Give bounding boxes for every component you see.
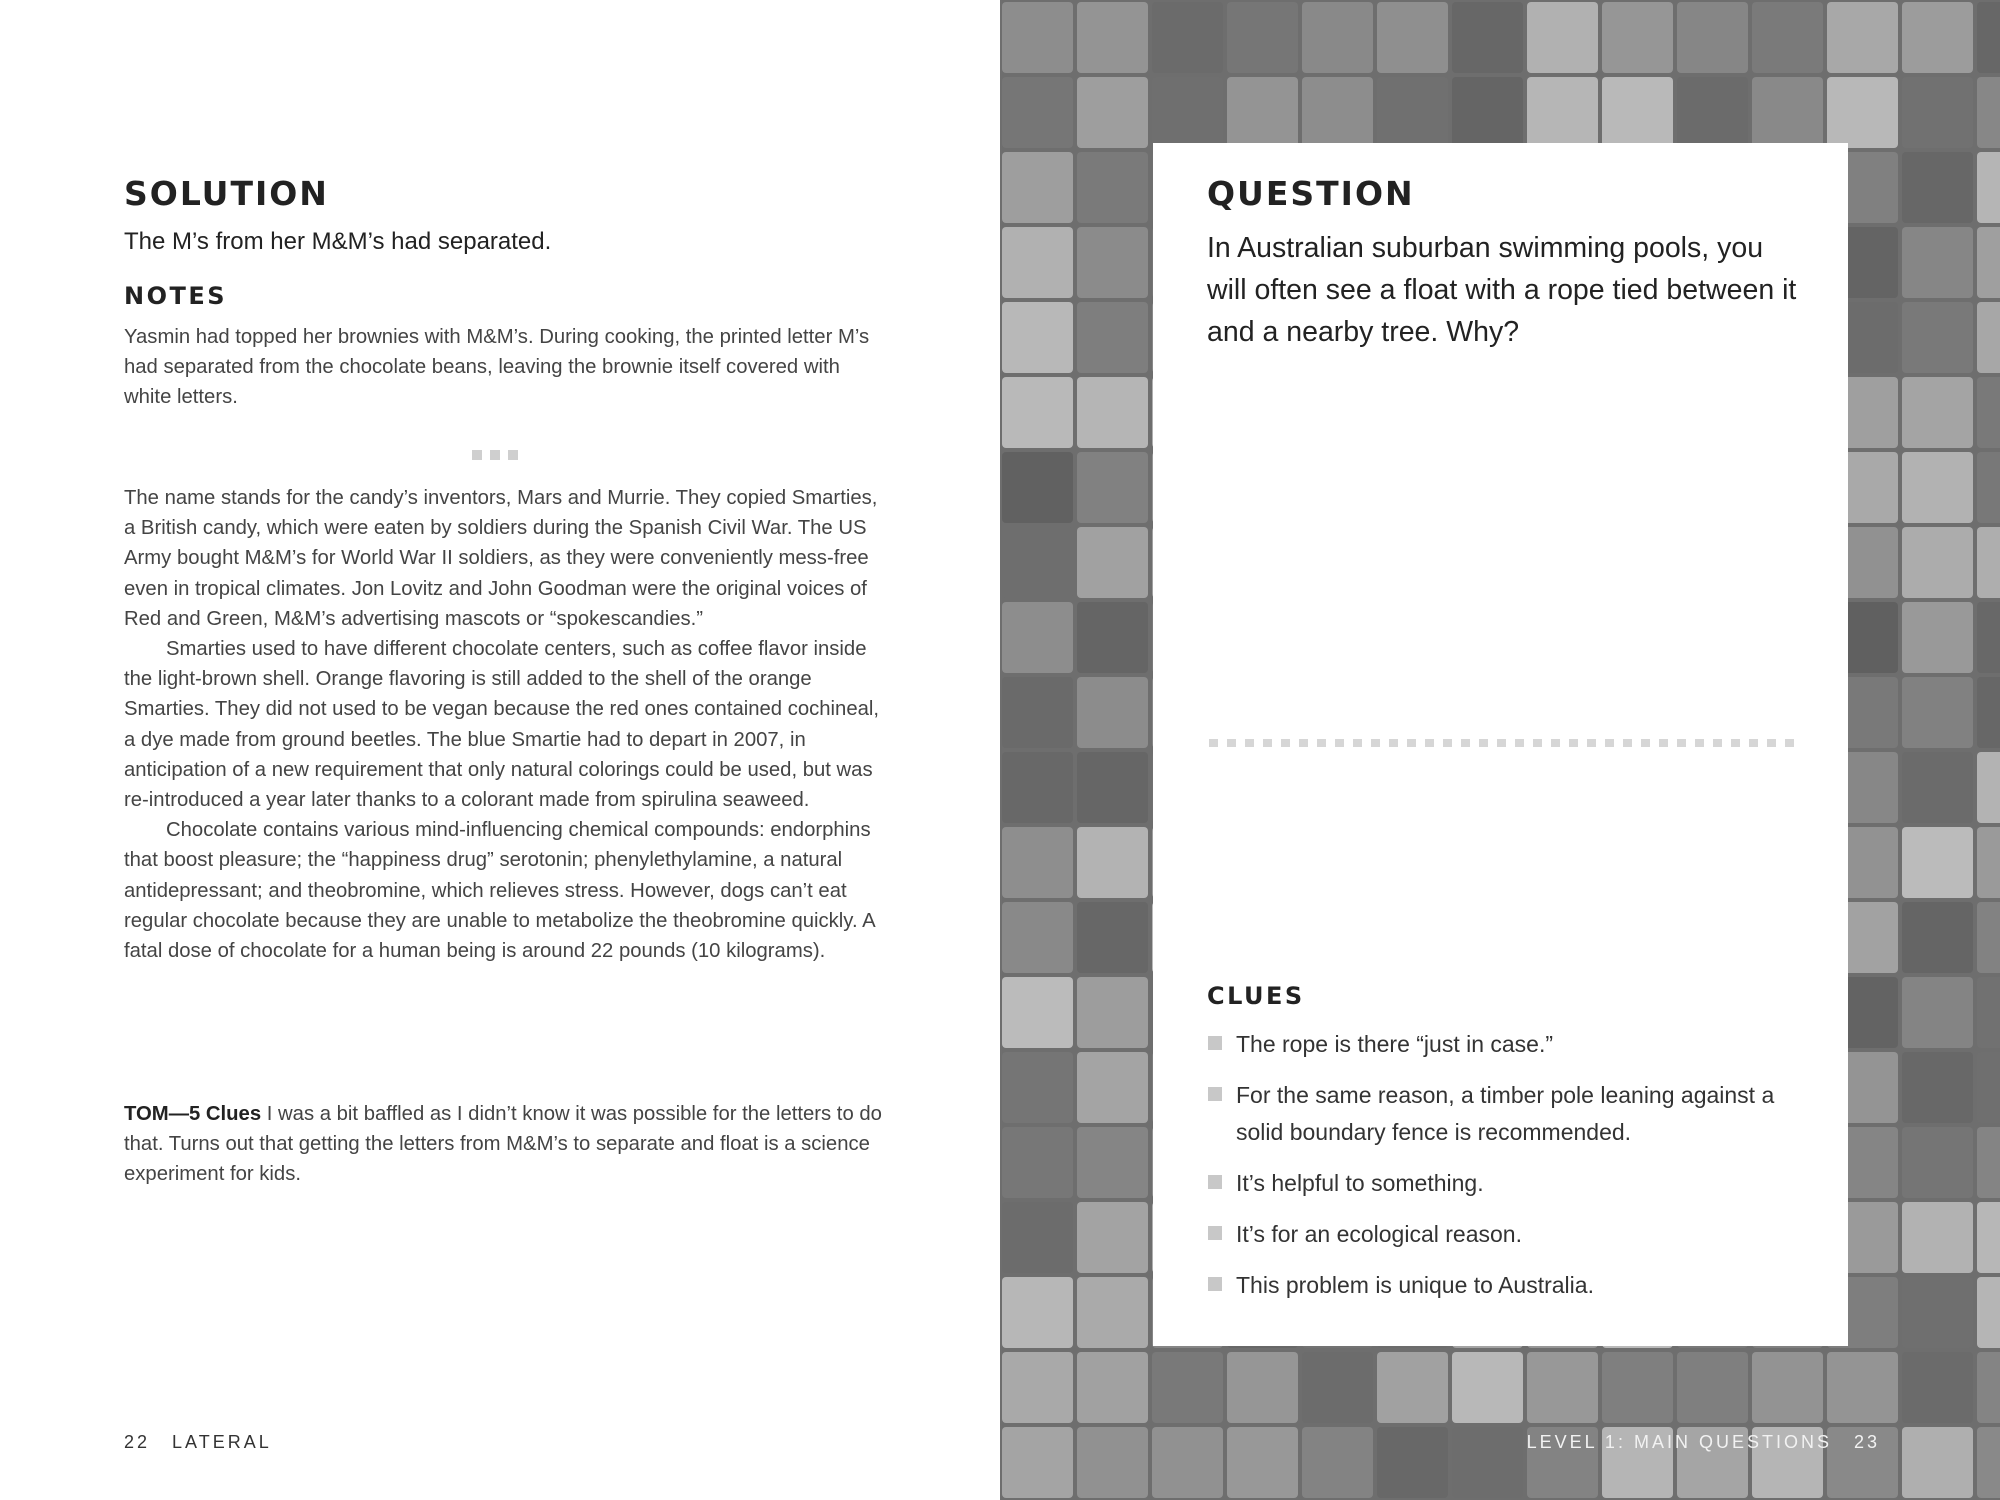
background-tile xyxy=(1077,2,1148,73)
solution-heading: SOLUTION xyxy=(124,174,329,213)
background-tile xyxy=(1977,377,2000,448)
background-tile xyxy=(1977,977,2000,1048)
clue-text: The rope is there “just in case.” xyxy=(1236,1031,1554,1057)
background-tile xyxy=(1377,1352,1448,1423)
notes-body xyxy=(124,483,884,966)
square-bullet-icon xyxy=(1208,1036,1222,1050)
background-tile xyxy=(1902,527,1973,598)
page-number: 22 xyxy=(124,1432,151,1452)
background-tile xyxy=(1452,1352,1523,1423)
clue-item xyxy=(1207,1165,1817,1202)
running-title: LEVEL 1: MAIN QUESTIONS xyxy=(1526,1432,1832,1452)
background-tile xyxy=(1002,827,1073,898)
background-tile xyxy=(1077,1427,1148,1498)
background-tile xyxy=(1002,377,1073,448)
background-tile xyxy=(1077,527,1148,598)
clue-item xyxy=(1207,1216,1817,1253)
clue-item xyxy=(1207,1267,1817,1304)
background-tile xyxy=(1077,227,1148,298)
clue-text: It’s helpful to something. xyxy=(1236,1170,1484,1196)
background-tile xyxy=(1077,377,1148,448)
background-tile xyxy=(1752,77,1823,148)
solution-text: The M’s from her M&M’s had separated. xyxy=(124,228,552,255)
right-footer xyxy=(1527,1432,1880,1453)
page-number: 23 xyxy=(1853,1432,1880,1452)
background-tile xyxy=(1077,902,1148,973)
background-tile xyxy=(1827,2,1898,73)
background-tile xyxy=(1377,1427,1448,1498)
background-tile xyxy=(1677,1352,1748,1423)
background-tile xyxy=(1377,77,1448,148)
background-tile xyxy=(1977,752,2000,823)
background-tile xyxy=(1977,302,2000,373)
background-tile xyxy=(1602,1352,1673,1423)
background-tile xyxy=(1077,152,1148,223)
background-tile xyxy=(1002,902,1073,973)
background-tile xyxy=(1902,902,1973,973)
background-tile xyxy=(1002,77,1073,148)
paragraph: Chocolate contains various mind-influencing chemical compounds: endorphins that boost pleasure; the “happiness drug” serotonin; phenylethylamine, a natural antidepressant; and theobromine, which relieves stress. However, dogs can’t eat regular chocolate because they are unable to metabolize the theobromine quickly. A fatal dose of chocolate for a human being is around 22 pounds (10 kilograms). xyxy=(124,819,875,963)
background-tile xyxy=(1002,152,1073,223)
background-tile xyxy=(1077,1127,1148,1198)
background-tile xyxy=(1077,827,1148,898)
background-tile xyxy=(1002,977,1073,1048)
background-tile xyxy=(1002,1202,1073,1273)
background-tile xyxy=(1002,302,1073,373)
background-tile xyxy=(1977,602,2000,673)
background-tile xyxy=(1902,452,1973,523)
background-tile xyxy=(1002,1052,1073,1123)
background-tile xyxy=(1827,77,1898,148)
background-tile xyxy=(1152,1427,1223,1498)
section-separator xyxy=(472,447,526,465)
background-tile xyxy=(1302,1352,1373,1423)
background-tile xyxy=(1902,302,1973,373)
background-tile xyxy=(1902,77,1973,148)
background-tile xyxy=(1077,1352,1148,1423)
square-bullet-icon xyxy=(1208,1087,1222,1101)
background-tile xyxy=(1527,1352,1598,1423)
background-tile xyxy=(1977,1127,2000,1198)
background-tile xyxy=(1002,677,1073,748)
background-tile xyxy=(1077,1202,1148,1273)
background-tile xyxy=(1902,152,1973,223)
background-tile xyxy=(1902,977,1973,1048)
dotted-divider xyxy=(1209,739,1799,747)
notes-text: Yasmin had topped her brownies with M&M’s. During cooking, the printed letter M’s had separated from the chocolate beans, leaving the brownie itself covered with white letters. xyxy=(124,326,870,408)
background-tile xyxy=(1602,2,1673,73)
background-tile xyxy=(1002,527,1073,598)
background-tile xyxy=(1152,1352,1223,1423)
clue-text: For the same reason, a timber pole leaning against a solid boundary fence is recommended. xyxy=(1236,1082,1775,1145)
background-tile xyxy=(1902,2,1973,73)
background-tile xyxy=(1227,77,1298,148)
background-tile xyxy=(1977,677,2000,748)
background-tile xyxy=(1902,377,1973,448)
background-tile xyxy=(1002,1352,1073,1423)
background-tile xyxy=(1077,77,1148,148)
square-bullet-icon xyxy=(1208,1226,1222,1240)
background-tile xyxy=(1977,1352,2000,1423)
background-tile xyxy=(1002,227,1073,298)
running-title: LATERAL xyxy=(172,1432,272,1452)
background-tile xyxy=(1302,2,1373,73)
background-tile xyxy=(1977,527,2000,598)
background-tile xyxy=(1002,1127,1073,1198)
background-tile xyxy=(1977,902,2000,973)
background-tile xyxy=(1077,752,1148,823)
paragraph: Smarties used to have different chocolate centers, such as coffee flavor inside the light-brown shell. Orange flavoring is still added to the shell of the orange Smarties. They did not used to be vegan because the red ones contained cochineal, a dye made from ground beetles. The blue Smartie had to depart in 2007, in anticipation of a new requirement that only natural colorings could be used, but was re-introduced a year later thanks to a colorant made from spirulina seaweed. xyxy=(124,638,880,812)
background-tile xyxy=(1077,677,1148,748)
background-tile xyxy=(1077,977,1148,1048)
clue-item xyxy=(1207,1026,1817,1063)
paragraph: The name stands for the candy’s inventors, Mars and Murrie. They copied Smarties, a British candy, which were eaten by soldiers during the Spanish Civil War. The US Army bought M&M’s for World War II soldiers, as they were conveniently mess-free even in tropical climates. Jon Lovitz and John Goodman were the original voices of Red and Green, M&M’s advertising mascots or “spokescandies.” xyxy=(124,487,878,630)
background-tile xyxy=(1902,1127,1973,1198)
background-tile xyxy=(1827,1352,1898,1423)
background-tile xyxy=(1302,77,1373,148)
background-tile xyxy=(1527,77,1598,148)
background-tile xyxy=(1002,1277,1073,1348)
background-tile xyxy=(1377,2,1448,73)
background-tile xyxy=(1227,1427,1298,1498)
tom-label: TOM—5 Clues xyxy=(124,1103,262,1125)
background-tile xyxy=(1452,1427,1523,1498)
background-tile xyxy=(1902,602,1973,673)
background-tile xyxy=(1902,677,1973,748)
background-tile xyxy=(1902,752,1973,823)
background-tile xyxy=(1002,452,1073,523)
background-tile xyxy=(1977,452,2000,523)
background-tile xyxy=(1977,827,2000,898)
background-tile xyxy=(1677,2,1748,73)
clue-text: It’s for an ecological reason. xyxy=(1236,1221,1522,1247)
clue-text: This problem is unique to Australia. xyxy=(1236,1272,1594,1298)
square-bullet-icon xyxy=(1208,1175,1222,1189)
background-tile xyxy=(1227,2,1298,73)
background-tile xyxy=(1527,2,1598,73)
background-tile xyxy=(1077,452,1148,523)
notes-heading: NOTES xyxy=(124,282,228,310)
background-tile xyxy=(1977,77,2000,148)
background-tile xyxy=(1077,302,1148,373)
background-tile xyxy=(1977,1052,2000,1123)
tom-comment xyxy=(124,1099,884,1190)
background-tile xyxy=(1452,77,1523,148)
background-tile xyxy=(1902,1277,1973,1348)
background-tile xyxy=(1902,227,1973,298)
question-text: In Australian suburban swimming pools, you will often see a float with a rope tied between it and a nearby tree. Why? xyxy=(1207,232,1797,348)
background-tile xyxy=(1902,1427,1973,1498)
background-tile xyxy=(1002,2,1073,73)
background-tile xyxy=(1977,152,2000,223)
background-tile xyxy=(1902,1052,1973,1123)
question-heading: QUESTION xyxy=(1207,174,1415,213)
background-tile xyxy=(1902,1202,1973,1273)
background-tile xyxy=(1902,827,1973,898)
square-bullet-icon xyxy=(1208,1277,1222,1291)
background-tile xyxy=(1302,1427,1373,1498)
background-tile xyxy=(1977,2,2000,73)
tom-comment-text: I was a bit baffled as I didn’t know it was possible for the letters to do that. Turns out that getting the letters from M&M’s to separate and float is a science experiment for kids. xyxy=(124,1103,882,1186)
background-tile xyxy=(1227,1352,1298,1423)
background-tile xyxy=(1902,1352,1973,1423)
clue-item xyxy=(1207,1077,1817,1151)
background-tile xyxy=(1002,602,1073,673)
background-tile xyxy=(1002,1427,1073,1498)
clues-heading: CLUES xyxy=(1207,982,1305,1010)
background-tile xyxy=(1077,1277,1148,1348)
background-tile xyxy=(1602,77,1673,148)
background-tile xyxy=(1977,1427,2000,1498)
background-tile xyxy=(1152,2,1223,73)
left-footer xyxy=(124,1432,272,1453)
background-tile xyxy=(1677,77,1748,148)
background-tile xyxy=(1077,602,1148,673)
background-tile xyxy=(1752,2,1823,73)
background-tile xyxy=(1077,1052,1148,1123)
background-tile xyxy=(1752,1352,1823,1423)
background-tile xyxy=(1977,1202,2000,1273)
background-tile xyxy=(1002,752,1073,823)
background-tile xyxy=(1152,77,1223,148)
background-tile xyxy=(1977,1277,2000,1348)
background-tile xyxy=(1977,227,2000,298)
clues-list xyxy=(1207,1026,1817,1318)
background-tile xyxy=(1452,2,1523,73)
